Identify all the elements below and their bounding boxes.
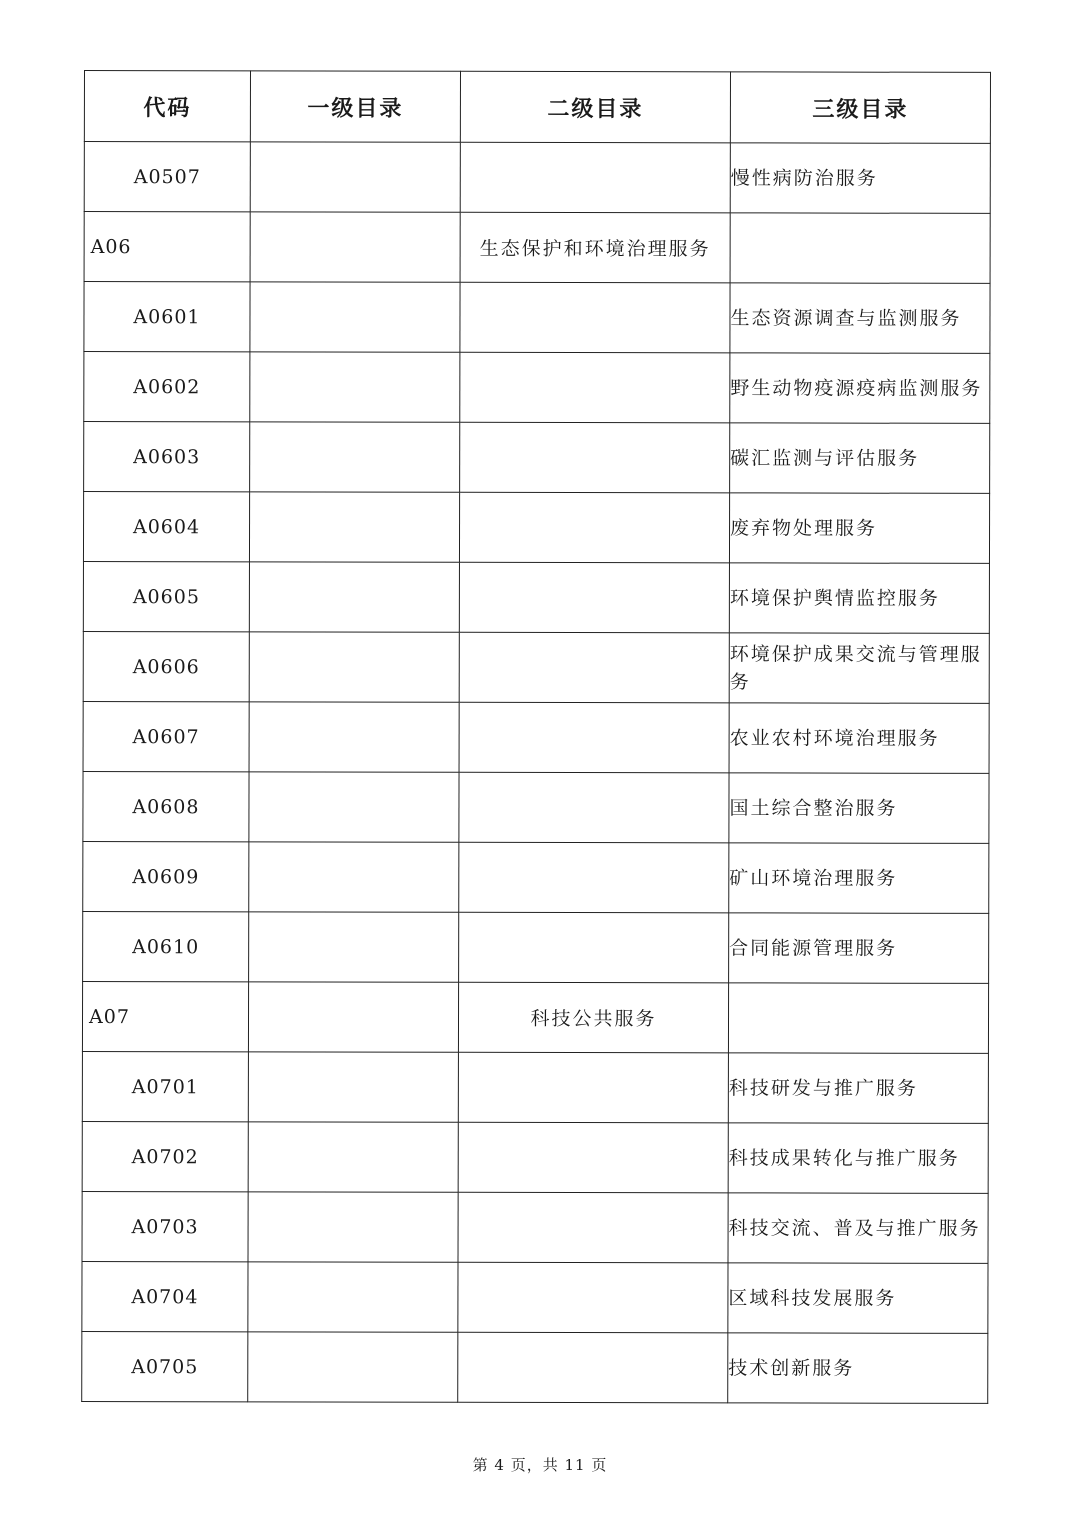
table-row [82, 1051, 988, 1123]
level1-cell [250, 282, 460, 352]
code-cell: A0605 [83, 561, 249, 631]
level3-cell: 矿山环境治理服务 [729, 843, 989, 914]
table-row [83, 701, 989, 773]
level2-cell: 生态保护和环境治理服务 [460, 212, 730, 283]
code-cell: A0702 [82, 1121, 248, 1191]
code-cell: A07 [82, 981, 248, 1051]
code-cell: A0705 [82, 1331, 248, 1401]
level3-cell: 科技交流、普及与推广服务 [728, 1193, 988, 1264]
level2-cell [460, 142, 730, 213]
code-cell: A0701 [82, 1051, 248, 1121]
level1-cell [250, 142, 460, 212]
level3-cell: 科技研发与推广服务 [728, 1053, 988, 1124]
level3-cell: 合同能源管理服务 [729, 913, 989, 984]
level3-cell: 野生动物疫源疫病监测服务 [730, 353, 990, 424]
table-body [82, 142, 991, 1404]
level2-cell [459, 632, 729, 703]
table-row [83, 841, 989, 913]
code-cell: A0601 [84, 282, 250, 352]
table-row [82, 1121, 988, 1193]
level1-cell [249, 912, 459, 982]
level2-cell [458, 1262, 728, 1333]
code-cell: A0606 [83, 631, 249, 701]
level2-cell [459, 842, 729, 913]
table-row [84, 352, 990, 424]
level2-cell [460, 352, 730, 423]
level3-cell: 生态资源调查与监测服务 [730, 283, 990, 354]
table-row [83, 911, 989, 983]
code-cell: A0610 [83, 911, 249, 981]
level2-cell [459, 492, 729, 563]
table-row [83, 561, 989, 633]
level1-cell [248, 1192, 458, 1262]
level2-cell [460, 422, 730, 493]
code-cell: A0602 [84, 352, 250, 422]
table-row [84, 422, 990, 494]
level3-cell: 农业农村环境治理服务 [729, 703, 989, 774]
code-cell: A0604 [83, 492, 249, 562]
code-cell: A06 [84, 212, 250, 282]
level1-cell [249, 842, 459, 912]
level1-cell [248, 1052, 458, 1122]
table-row [82, 1261, 988, 1333]
header-code: 代码 [84, 71, 250, 142]
level3-cell [730, 213, 990, 284]
code-cell: A0609 [83, 841, 249, 911]
code-cell: A0607 [83, 701, 249, 771]
table-row [83, 771, 989, 843]
level1-cell [249, 562, 459, 632]
header-level3: 三级目录 [730, 72, 990, 144]
table-row [82, 1191, 988, 1263]
table-row [82, 981, 988, 1053]
level3-cell [728, 983, 988, 1054]
level1-cell [248, 1262, 458, 1332]
table-row [84, 212, 990, 284]
header-level1: 一级目录 [250, 71, 460, 142]
level3-cell: 环境保护舆情监控服务 [729, 563, 989, 634]
level2-cell [459, 562, 729, 633]
level2-cell [459, 702, 729, 773]
level2-cell [458, 1192, 728, 1263]
level2-cell: 科技公共服务 [458, 982, 728, 1053]
level3-cell: 科技成果转化与推广服务 [728, 1123, 988, 1194]
level3-cell: 慢性病防治服务 [730, 143, 990, 214]
level1-cell [249, 492, 459, 562]
header-level2: 二级目录 [460, 71, 730, 143]
table-row [84, 282, 990, 354]
level1-cell [248, 982, 458, 1052]
level1-cell [249, 702, 459, 772]
level2-cell [458, 1332, 728, 1403]
level1-cell [250, 352, 460, 422]
code-cell: A0603 [84, 422, 250, 492]
page-number-footer: 第 4 页，共 11 页 [472, 1456, 608, 1474]
code-cell: A0703 [82, 1191, 248, 1261]
level2-cell [458, 1052, 728, 1123]
level3-cell: 区域科技发展服务 [728, 1263, 988, 1334]
level3-cell: 技术创新服务 [728, 1333, 988, 1404]
code-cell: A0704 [82, 1261, 248, 1331]
code-cell: A0608 [83, 771, 249, 841]
level1-cell [249, 632, 459, 702]
table-row [83, 631, 989, 703]
level1-cell [248, 1332, 458, 1402]
level1-cell [250, 212, 460, 282]
table-header-row [84, 71, 990, 144]
level3-cell: 废弃物处理服务 [729, 493, 989, 564]
level3-cell: 国土综合整治服务 [729, 773, 989, 844]
table-row [83, 492, 989, 564]
service-catalog-table [81, 70, 991, 1404]
level3-cell: 碳汇监测与评估服务 [730, 423, 990, 494]
level1-cell [249, 772, 459, 842]
code-cell: A0507 [84, 142, 250, 212]
table-row [84, 142, 990, 214]
table-row [82, 1331, 988, 1403]
level1-cell [250, 422, 460, 492]
level3-cell: 环境保护成果交流与管理服务 [729, 633, 989, 704]
level2-cell [458, 1122, 728, 1193]
level2-cell [460, 282, 730, 353]
level2-cell [459, 912, 729, 983]
level1-cell [248, 1122, 458, 1192]
level2-cell [459, 772, 729, 843]
